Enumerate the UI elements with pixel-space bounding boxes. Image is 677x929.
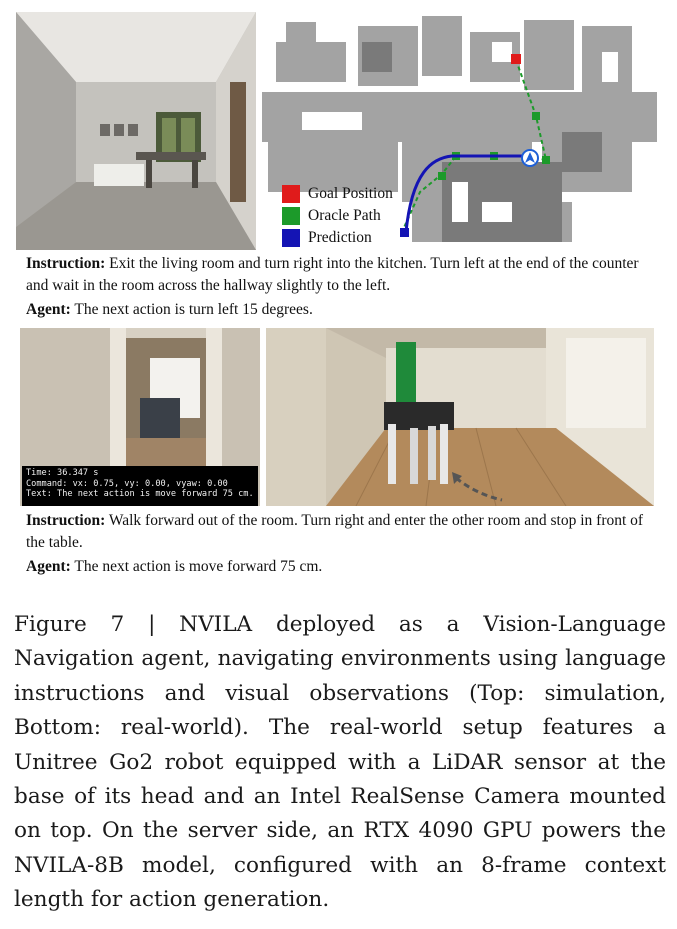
- figure-caption: Figure 7 | NVILA deployed as a Vision-Language Navigation agent, navigating environments using language instructions and visual observations (Top: simulation, Bottom: real-world). The real-world setup features a Unitree Go2 robot equipped with a LiDAR sensor at the base of its head and an Intel RealSense Camera mounted on top. On the server side, an RTX 4090 GPU powers the NVILA-8B model, configured with an 8-frame context length for action generation.: [14, 612, 666, 913]
- top-instruction-text: Exit the living room and turn right into the kitchen. Turn left at the end of the counter and wait in the room across the hallway slightly to the left.: [26, 255, 639, 294]
- legend-prediction-label: Prediction: [308, 229, 372, 246]
- goal-swatch: [282, 185, 300, 203]
- bottom-instruction-text: Walk forward out of the room. Turn right and enter the other room and stop in front of the table.: [26, 512, 644, 551]
- robot-real-photo: [266, 328, 654, 506]
- top-agent-label: Agent:: [26, 301, 71, 318]
- legend-prediction: [282, 227, 372, 249]
- overlay-text: Text: The next action is move forward 75 cm.: [26, 489, 254, 500]
- sim-room-photo: [16, 12, 256, 250]
- top-instruction: [26, 253, 658, 297]
- prediction-swatch: [282, 229, 300, 247]
- bottom-agent-label: Agent:: [26, 558, 71, 575]
- overlay-command: Command: vx: 0.75, vy: 0.00, vyaw: 0.00: [26, 478, 228, 489]
- legend-oracle: [282, 205, 381, 227]
- bottom-instruction: [26, 510, 658, 554]
- bottom-agent: [26, 556, 658, 578]
- top-instruction-label: Instruction:: [26, 255, 106, 272]
- top-agent: [26, 299, 658, 321]
- bottom-instruction-label: Instruction:: [26, 512, 106, 529]
- oracle-swatch: [282, 207, 300, 225]
- telemetry-overlay: [22, 466, 258, 506]
- legend-oracle-label: Oracle Path: [308, 207, 381, 224]
- legend-goal: [282, 183, 393, 205]
- bottom-agent-text: The next action is move forward 75 cm.: [70, 558, 323, 575]
- overlay-time: Time: 36.347 s: [26, 468, 99, 478]
- top-agent-text: The next action is turn left 15 degrees.: [70, 301, 313, 318]
- legend-goal-label: Goal Position: [308, 185, 393, 202]
